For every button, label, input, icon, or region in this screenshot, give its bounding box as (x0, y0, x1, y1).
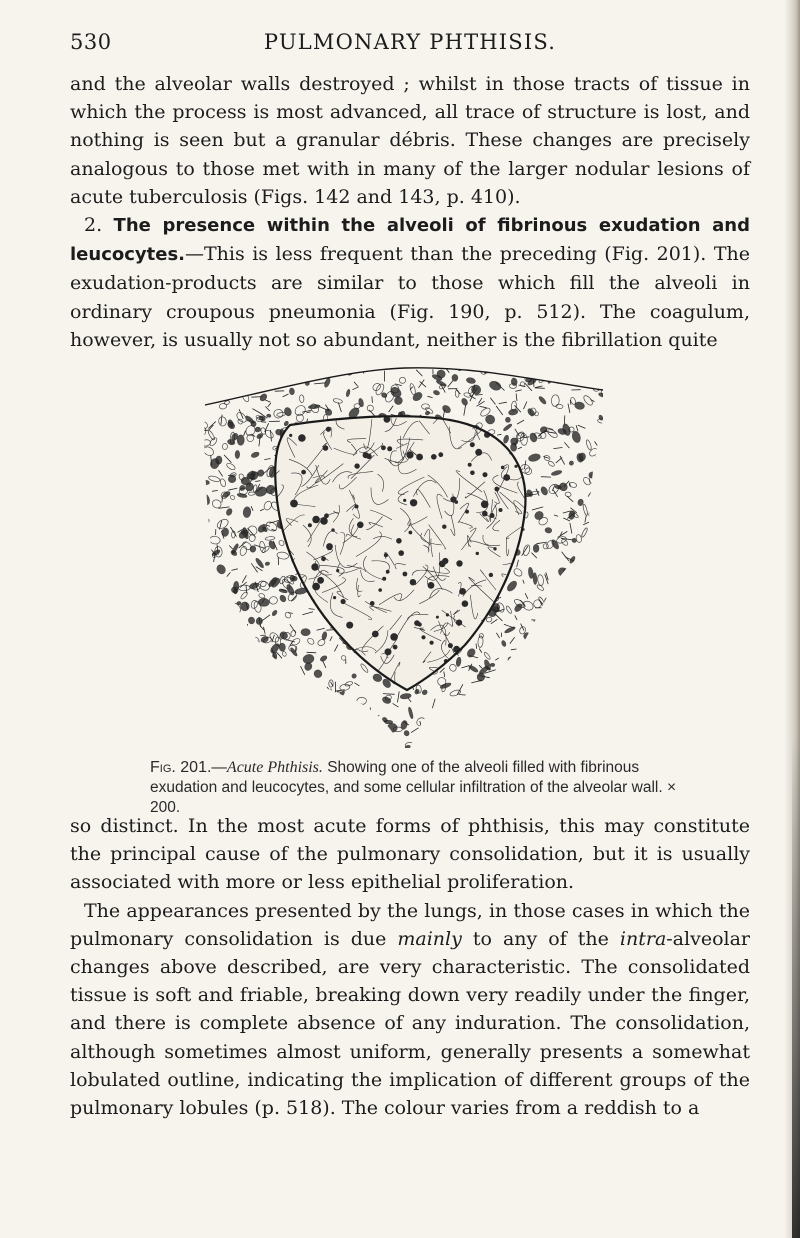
section-heading: The presence within the alveoli of fibrinous exudation and leucocytes. (70, 215, 750, 266)
alveolus-engraving (195, 360, 615, 750)
body-text-top (70, 70, 750, 354)
paragraph-continuation: and the alveolar walls destroyed ; whilst in those tracts of tissue in which the process is most advanced, all trace of structure is lost, and nothing is seen but a granular débris. These changes are precisely analogous to those met with in many of the larger nodular lesions of acute tuberculosis (Figs. 142 and 143, p. 410). (70, 73, 750, 208)
page-edge-shadow-dark (792, 738, 800, 1238)
paragraph-body: —This is less frequent than the preceding (Fig. 201). The exudation-products are similar to those which fill the alveoli in ordinary croupous pneumonia (Fig. 190, p. 512). The coagulum, however, is usually not so abundant, neither is the fibrillation quite (70, 243, 750, 351)
page-number: 530 (70, 30, 112, 54)
running-head (70, 30, 750, 60)
body-text-bottom (70, 812, 750, 1122)
figure-title: Acute Phthisis. (226, 759, 323, 776)
figure-label: Fig. 201. (150, 759, 212, 776)
paragraph-distinct: so distinct. In the most acute forms of phthisis, this may constitute the principal cause of the pulmonary consolidation, but it is usually associated with more or less epithelial proliferation. (70, 815, 750, 894)
emphasis-intra: intra (619, 927, 667, 950)
figure-illustration (195, 360, 615, 750)
paragraph-appearances (70, 897, 750, 1123)
text-run: to any of the (461, 927, 620, 950)
figure-caption (150, 758, 710, 818)
running-title: PULMONARY PHTHISIS. (263, 30, 557, 54)
paragraph-fibrinous-exudation (70, 211, 750, 354)
list-number: 2. (84, 214, 114, 237)
figure-description: Showing one of the alveoli filled with fibrinous exudation and leucocytes, and some cellular infiltration of the alveolar wall. × 200. (150, 759, 677, 816)
text-run: -alveolar changes above described, are very characteristic. The consolidated tissue is soft and friable, breaking down very readily under the finger, and there is complete absence of any induration. The consolidation, although sometimes almost uniform, generally presents a somewhat lobulated outline, indicating the implication of different groups of the pulmonary lobules (p. 518). The colour varies from a reddish to a (70, 927, 750, 1120)
caption-dash: — (211, 759, 227, 776)
text-run: The appearances presented by the lungs, in those cases in which the pulmonary consolidation is due (70, 899, 750, 950)
emphasis-mainly: mainly (397, 927, 462, 950)
